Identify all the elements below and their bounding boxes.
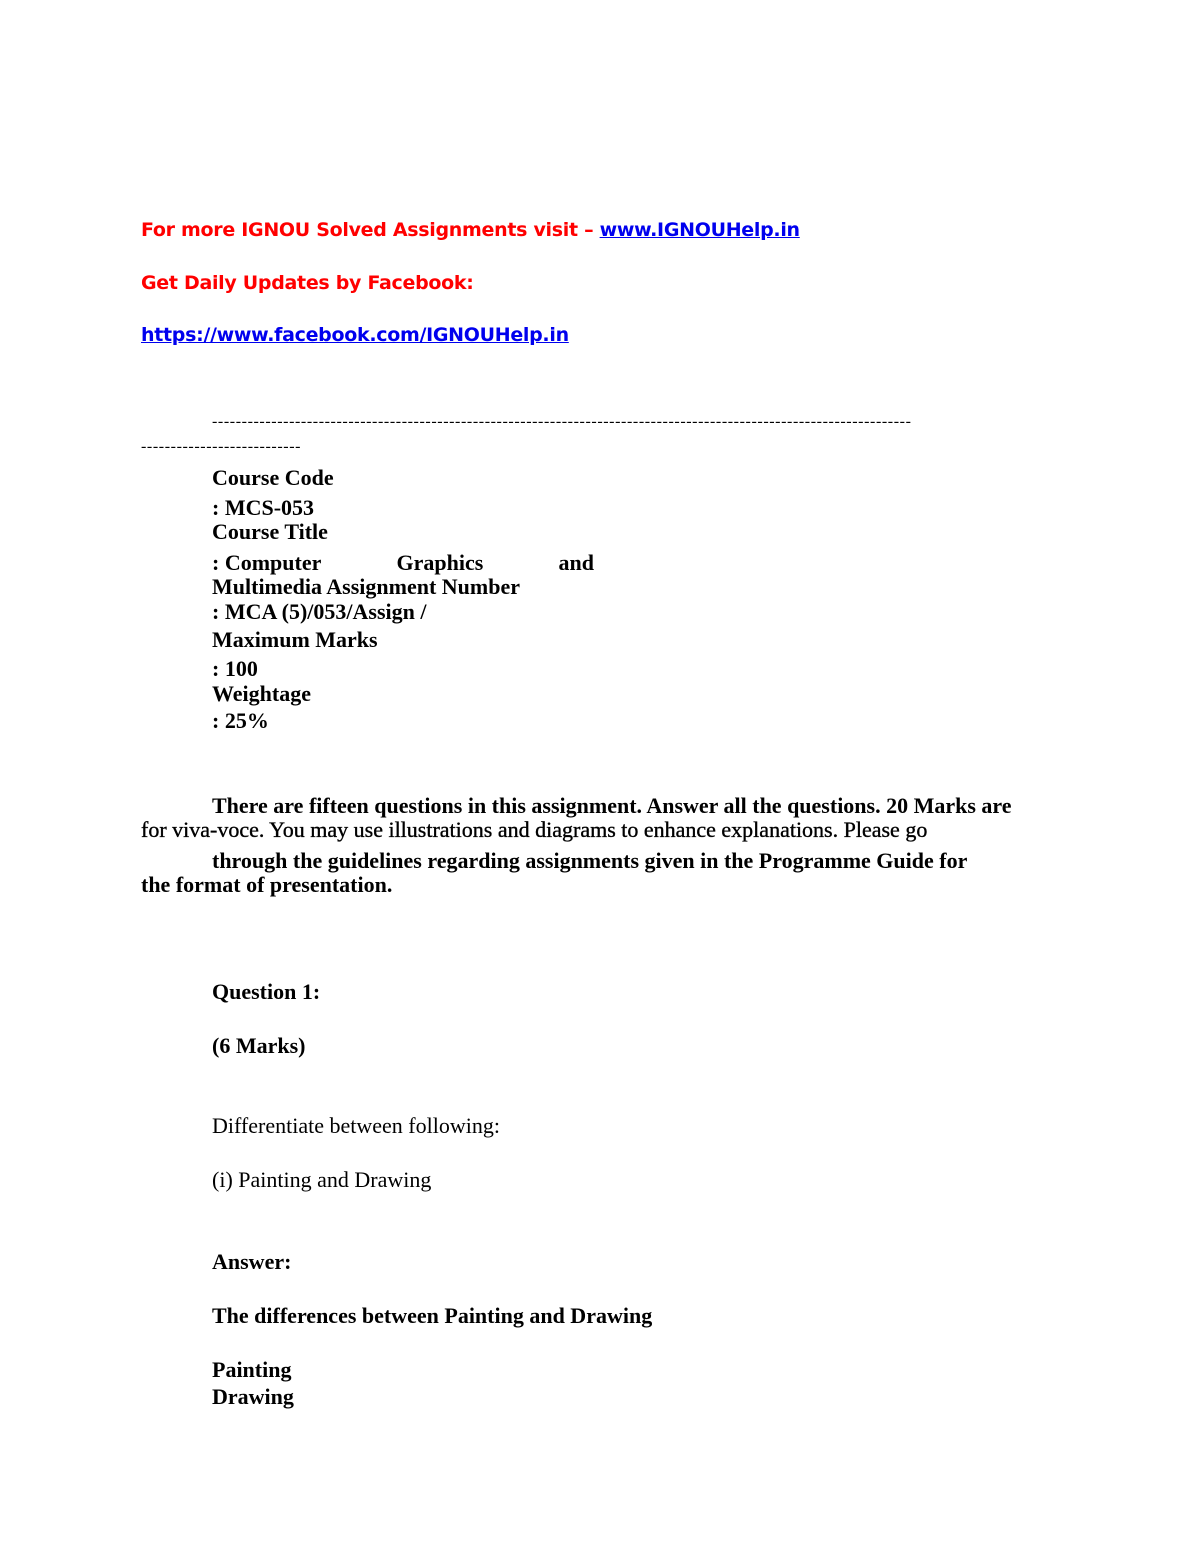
ignouhelp-link[interactable]: www.IGNOUHelp.in (599, 219, 800, 241)
instructions-line-1: There are fifteen questions in this assignment. Answer all the questions. 20 Marks are (212, 793, 1012, 818)
separator-line: ---------------------------------------------------------------------------------------------------------------------- (212, 413, 912, 430)
question-1-heading: Question 1: (212, 979, 321, 1004)
promo-facebook-text: Get Daily Updates by Facebook: (141, 272, 474, 294)
facebook-link[interactable]: https://www.facebook.com/IGNOUHelp.in (141, 324, 569, 346)
course-title-part-2: Graphics (396, 550, 484, 575)
answer-column-painting: Painting (212, 1357, 292, 1382)
question-1-prompt: Differentiate between following: (212, 1113, 500, 1138)
promo-visit-text: For more IGNOU Solved Assignments visit – (141, 219, 600, 241)
weightage-value: : 25% (212, 708, 269, 733)
answer-heading: Answer: (212, 1249, 292, 1274)
instructions-line-4: the format of presentation. (141, 872, 393, 897)
question-1-item-i: (i) Painting and Drawing (212, 1167, 432, 1192)
course-title-value (212, 550, 594, 576)
question-1-marks: (6 Marks) (212, 1033, 306, 1058)
promo-visit-line (141, 219, 800, 241)
course-title-part-3: and (558, 550, 594, 575)
instructions-line-2: for viva-voce. You may use illustrations and diagrams to enhance explanations. Please go (141, 817, 928, 842)
assignment-number-label: Multimedia Assignment Number (212, 574, 520, 599)
course-title-label: Course Title (212, 519, 328, 544)
weightage-label: Weightage (212, 681, 311, 706)
promo-facebook-line (141, 324, 569, 346)
course-code-value: : MCS-053 (212, 495, 315, 520)
course-title-part-1: : Computer (212, 550, 322, 575)
assignment-number-value: : MCA (5)/053/Assign / (212, 599, 427, 624)
answer-intro: The differences between Painting and Drawing (212, 1303, 653, 1328)
separator-line-continued: --------------------------- (141, 438, 302, 455)
course-code-label: Course Code (212, 465, 334, 490)
maximum-marks-value: : 100 (212, 656, 258, 681)
answer-column-drawing: Drawing (212, 1384, 294, 1409)
maximum-marks-label: Maximum Marks (212, 627, 378, 652)
instructions-line-3: through the guidelines regarding assignments given in the Programme Guide for (212, 848, 968, 873)
